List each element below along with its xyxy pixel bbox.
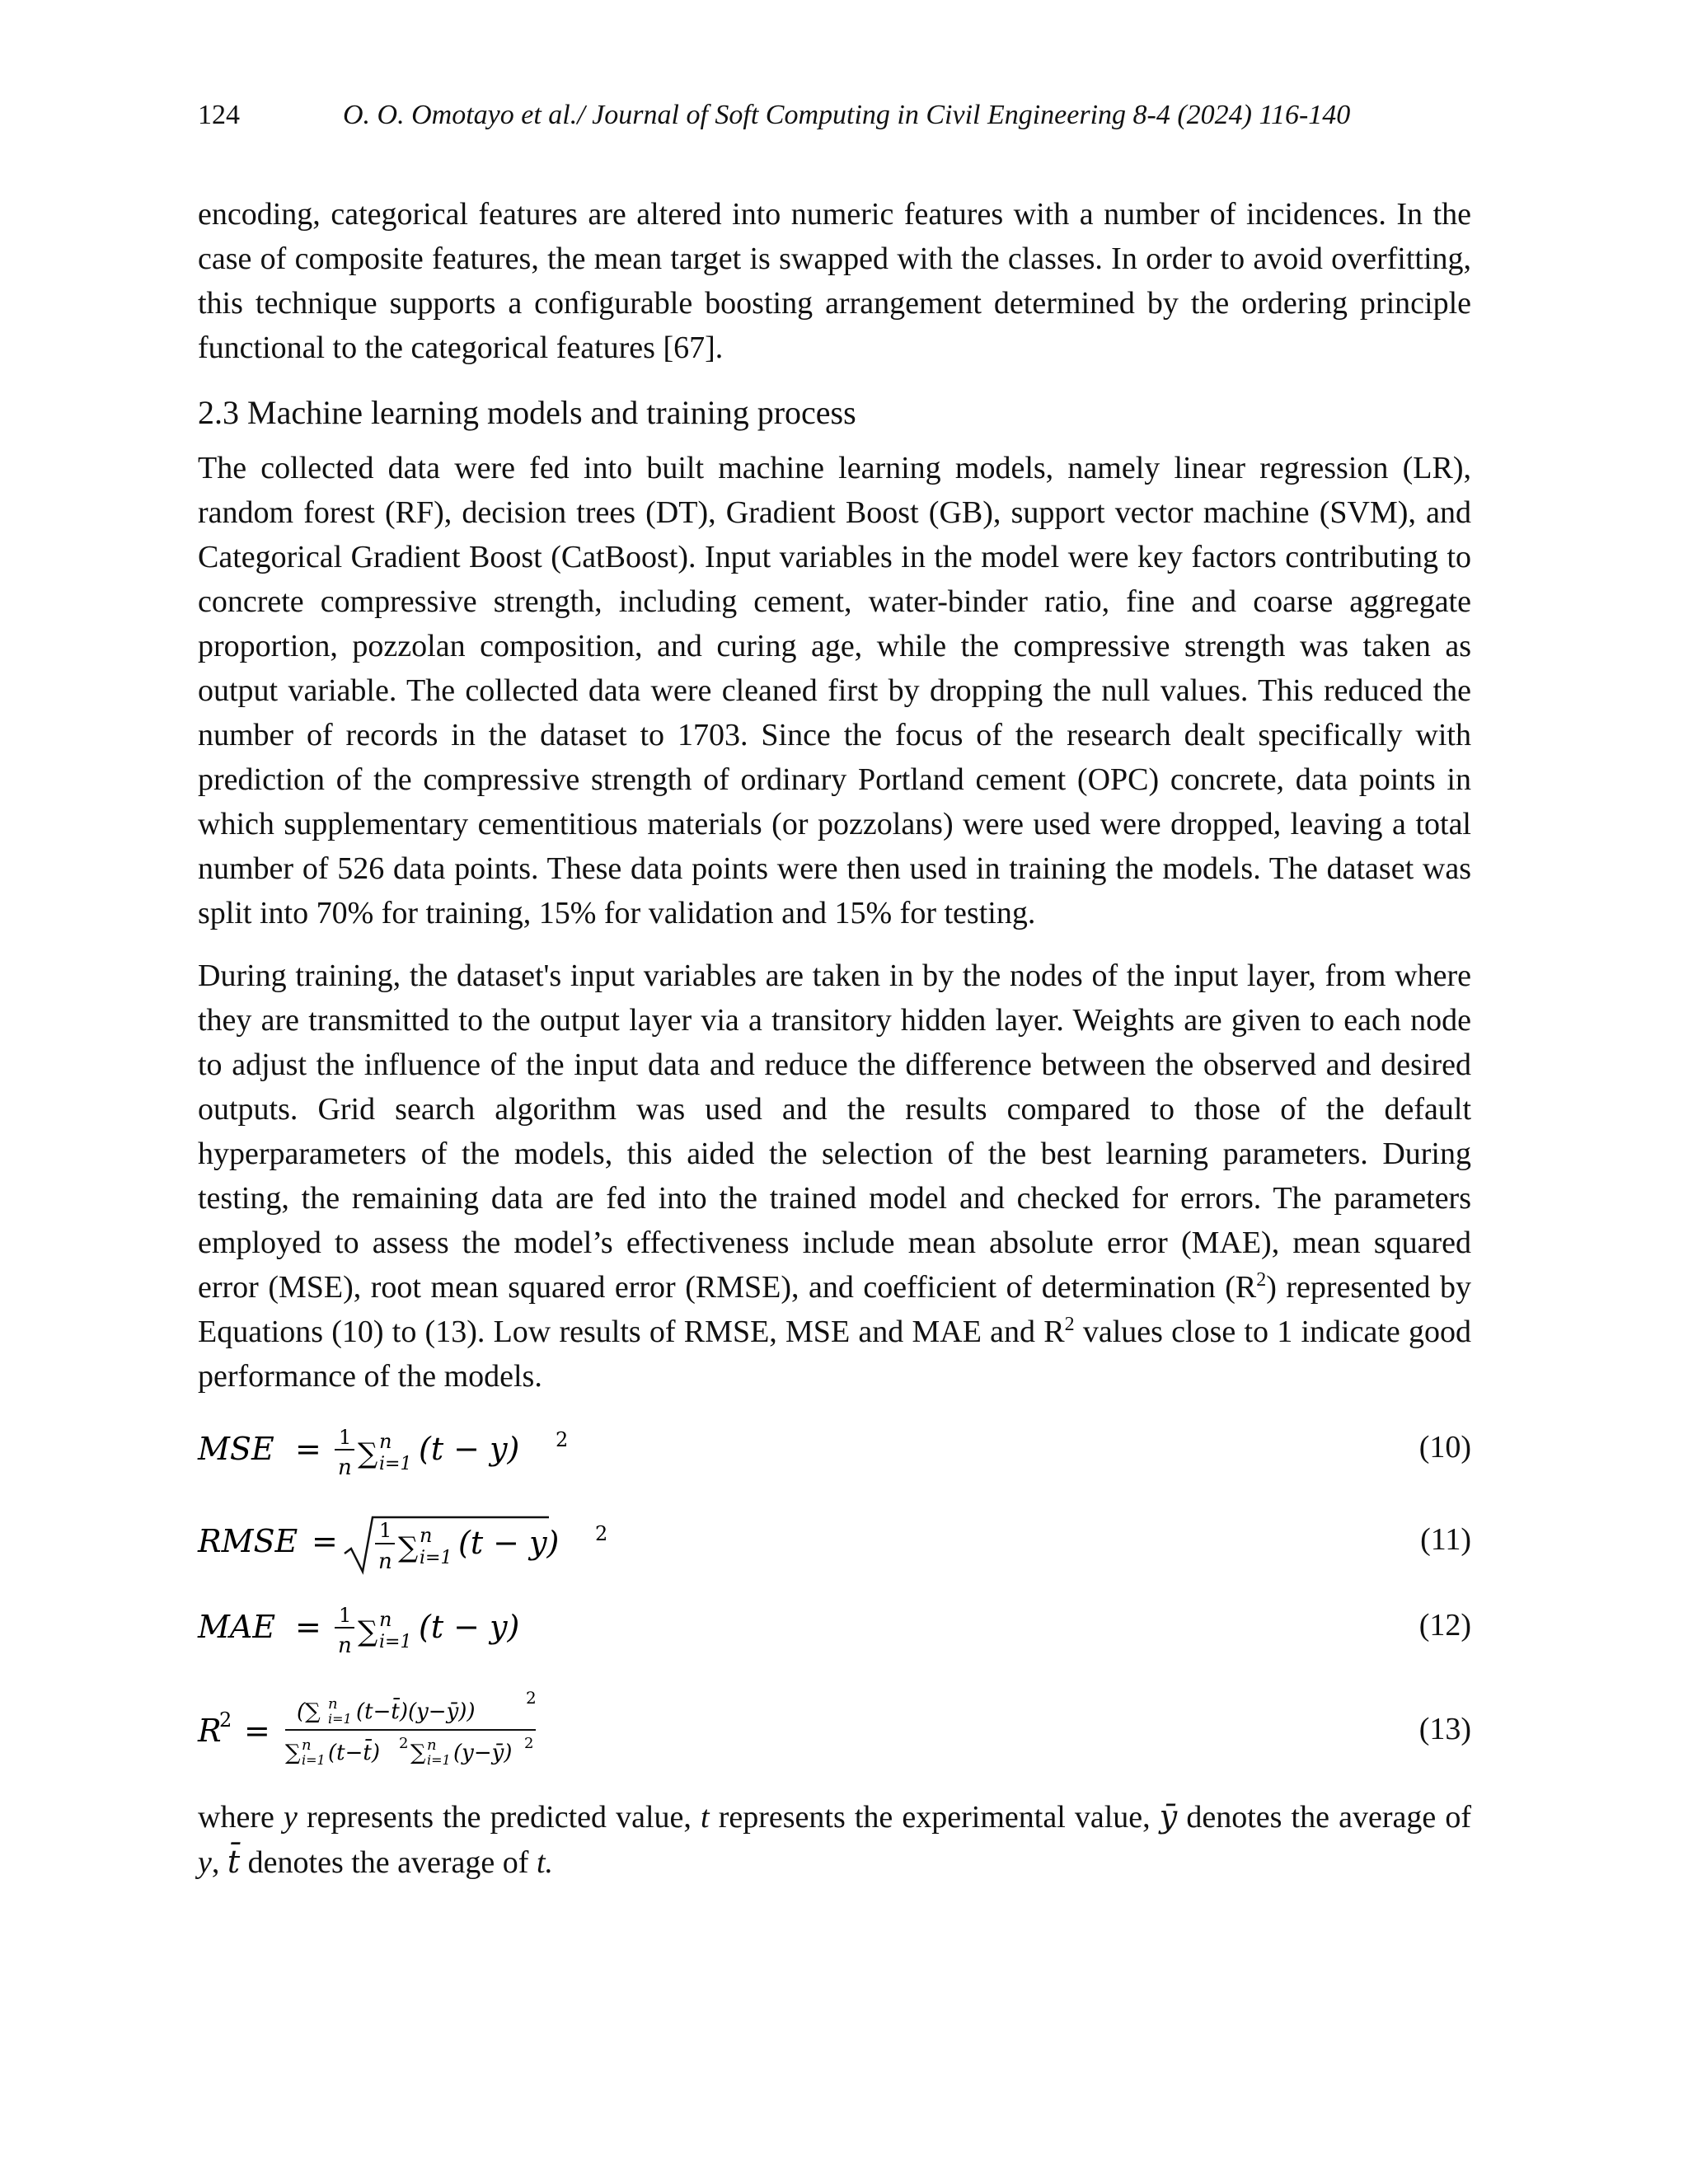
where-text: denotes the average of (1177, 1800, 1471, 1835)
equation-mse-formula (198, 1417, 692, 1488)
eq-equals: = (295, 1609, 321, 1645)
training-text-1: During training, the dataset's input variables are taken in by the nodes of the input layer, from where they are transmitted to the output layer via a transitory hidden layer. Weights are given to each node to adjust the influence of the input data and reduce the difference between the observed and desired outputs. Grid search algorithm was used and the results compared to those of the default hyperparameters of the models, this aided the selection of the best learning parameters. During testing, the remaining data are fed into the trained model and checked for errors. The parameters employed to assess the model’s effectiveness include mean absolute error (MAE), mean squared error (MSE), root mean squared error (RMSE), and coefficient of determination (R (198, 958, 1471, 1305)
frac-denominator: n (338, 1455, 352, 1480)
superscript-2: 2 (1256, 1269, 1267, 1291)
eq-lhs: R (198, 1713, 222, 1749)
num-tail: (t−t̄)(y−ȳ)) (356, 1699, 476, 1724)
training-text-2: ) represented by Equations (10) to (13). Low results of RMSE, MSE and MAE and R (198, 1270, 1471, 1349)
den-square-2: 2 (524, 1735, 534, 1752)
t-minus-y: (t − y) (419, 1431, 520, 1467)
frac-numerator: 1 (379, 1519, 392, 1542)
sigma: ∑ (358, 1437, 378, 1470)
sum-upper: n (379, 1430, 392, 1453)
den-sum2-lower: i=1 (427, 1752, 451, 1768)
frac-denominator: n (338, 1633, 352, 1658)
den-term-1: (t−t̄) (328, 1741, 380, 1765)
frac-numerator: 1 (339, 1604, 352, 1627)
where-text: where (198, 1800, 284, 1835)
eq-equals: = (244, 1713, 270, 1749)
training-text-3: values close to 1 indicate good performance of the models. (198, 1315, 1471, 1394)
num-sum-lower: i=1 (328, 1711, 352, 1727)
equation-rmse-formula (198, 1506, 775, 1577)
square: 2 (556, 1428, 569, 1451)
square: 2 (595, 1522, 608, 1545)
var-t-bar: t̄ (227, 1844, 241, 1880)
den-term-2: (y−ȳ) (453, 1741, 513, 1765)
eq-lhs-sup: 2 (219, 1708, 232, 1732)
var-y: y (198, 1845, 212, 1880)
eq-equals: = (312, 1523, 338, 1559)
equation-mae-formula (198, 1595, 692, 1666)
equation-number: (13) (1418, 1712, 1471, 1746)
page-body (198, 192, 1471, 1885)
den-sigma-1: ∑ (285, 1741, 301, 1765)
eq-lhs: MAE (198, 1609, 276, 1645)
sum-lower: i=1 (379, 1632, 412, 1652)
num-square: 2 (526, 1688, 537, 1708)
section-heading: 2.3 Machine learning models and training process (198, 394, 856, 431)
equation-rmse (198, 1506, 1471, 1577)
frac-denominator: n (378, 1549, 392, 1574)
paragraph-training (198, 954, 1471, 1399)
t-minus-y: (t − y) (458, 1525, 560, 1561)
t-minus-y: (t − y) (419, 1609, 520, 1645)
sum-lower: i=1 (379, 1454, 412, 1474)
sum-upper: n (420, 1524, 433, 1547)
den-sigma-2: ∑ (410, 1741, 426, 1765)
sigma: ∑ (358, 1615, 378, 1648)
where-text: represents the experimental value, (709, 1800, 1160, 1835)
equation-mse (198, 1417, 1471, 1488)
equation-mae (198, 1595, 1471, 1666)
eq-equals: = (295, 1431, 321, 1467)
paragraph-where (198, 1794, 1471, 1885)
eq-lhs: MSE (198, 1431, 274, 1467)
var-t: t. (536, 1845, 553, 1880)
running-head: O. O. Omotayo et al./ Journal of Soft Computing in Civil Engineering 8-4 (2024) 116-140 (343, 100, 1351, 130)
sum-lower: i=1 (420, 1548, 452, 1568)
equation-r2-formula (198, 1684, 775, 1776)
eq-lhs: RMSE (198, 1523, 298, 1559)
sum-upper: n (379, 1608, 392, 1631)
num-open: (∑ (297, 1699, 321, 1724)
den-square-1: 2 (399, 1735, 409, 1752)
paragraph-models: The collected data were fed into built machine learning models, namely linear regression (LR), random forest (RF), decision trees (DT), Gradient Boost (GB), support vector machine (SVM), and Categorical Gradient Boost (CatBoost). Input variables in the model were key factors contributing to concrete compressive strength, including cement, water-binder ratio, fine and coarse aggregate proportion, pozzolan composition, and curing age, while the compressive strength was taken as output variable. The collected data were cleaned first by dropping the null values. This reduced the number of records in the dataset to 1703. Since the focus of the research dealt specifically with prediction of the compressive strength of ordinary Portland cement (OPC) concrete, data points in which supplementary cementitious materials (or pozzolans) were used were dropped, leaving a total number of 526 data points. These data points were then used in training the models. The dataset was split into 70% for training, 15% for validation and 15% for testing. (198, 451, 1471, 930)
where-text: , (211, 1845, 227, 1880)
equation-number: (11) (1420, 1522, 1471, 1557)
where-text: represents the predicted value, (297, 1800, 701, 1835)
sigma: ∑ (398, 1531, 419, 1564)
equation-number: (10) (1418, 1430, 1471, 1465)
num-sum-upper: n (328, 1695, 338, 1713)
frac-numerator: 1 (339, 1426, 352, 1449)
den-sum2-upper: n (427, 1736, 437, 1754)
where-text: denotes the average of (240, 1845, 537, 1880)
var-y-bar: ȳ (1159, 1798, 1178, 1835)
equation-number: (12) (1418, 1608, 1471, 1643)
paragraph-catboost-continued: encoding, categorical features are altered into numeric features with a number of incidences. In the case of composite features, the mean target is swapped with the classes. In order to avoid overfitting, this technique supports a configurable boosting arrangement determined by the ordering principle functional to the categorical features [67]. (198, 197, 1471, 365)
page-number: 124 (198, 100, 240, 130)
equation-r2 (198, 1684, 1471, 1776)
superscript-2: 2 (1064, 1314, 1075, 1335)
den-sum1-lower: i=1 (302, 1752, 326, 1768)
var-y: y (283, 1800, 298, 1835)
var-t: t (701, 1800, 710, 1835)
den-sum1-upper: n (302, 1736, 312, 1754)
